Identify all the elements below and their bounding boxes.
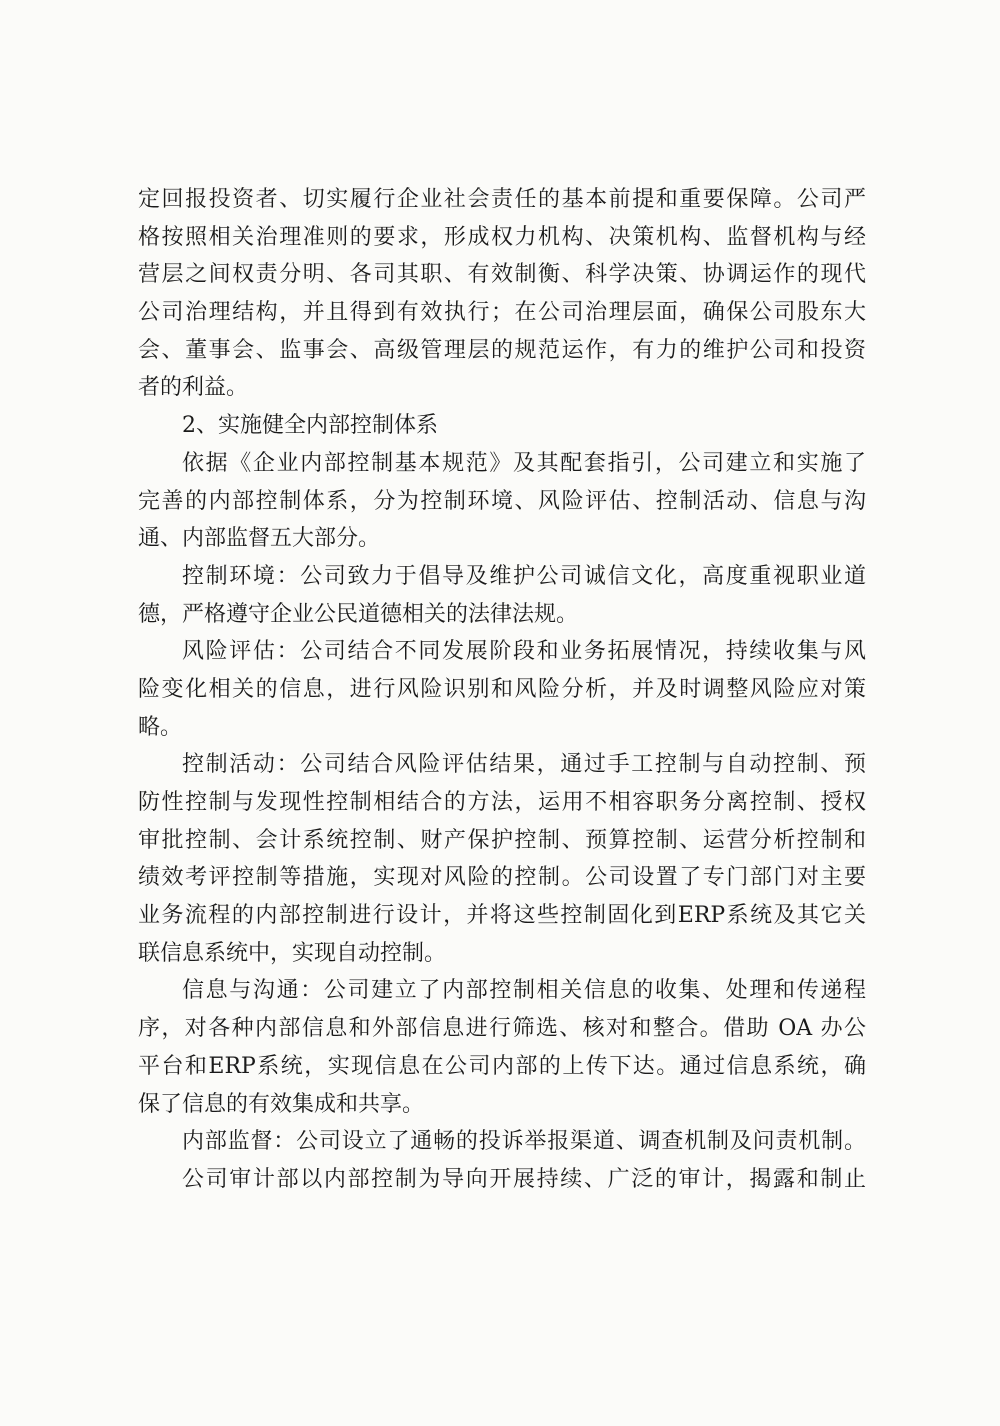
text-line: 者的利益。 (138, 375, 249, 401)
text-line: 绩效考评控制等措施，实现对风险的控制。公司设置了专门部门对主要 (138, 865, 866, 891)
text-line: 格按照相关治理准则的要求，形成权力机构、决策机构、监督机构与经 (138, 224, 866, 250)
text-line: 内部监督：公司设立了通畅的投诉举报渠道、调查机制及问责机制。 (182, 1129, 866, 1155)
text-line: 略。 (138, 714, 183, 740)
text-line: 平台和ERP系统，实现信息在公司内部的上传下达。通过信息系统，确 (138, 1053, 866, 1079)
text-line: 德，严格遵守企业公民道德相关的法律法规。 (138, 601, 579, 627)
text-line: 会、董事会、监事会、高级管理层的规范运作，有力的维护公司和投资 (138, 337, 866, 363)
body-text (138, 181, 866, 1199)
text-line: 控制活动：公司结合风险评估结果，通过手工控制与自动控制、预 (182, 752, 866, 778)
text-line: 信息与沟通：公司建立了内部控制相关信息的收集、处理和传递程 (182, 978, 866, 1004)
text-line: 控制环境：公司致力于倡导及维护公司诚信文化，高度重视职业道 (182, 563, 866, 589)
text-line: 险变化相关的信息，进行风险识别和风险分析，并及时调整风险应对策 (138, 676, 866, 702)
text-line: 公司治理结构，并且得到有效执行；在公司治理层面，确保公司股东大 (138, 300, 866, 326)
text-line: 通、内部监督五大部分。 (138, 526, 381, 552)
text-line: 防性控制与发现性控制相结合的方法，运用不相容职务分离控制、授权 (138, 790, 866, 815)
text-line: 营层之间权责分明、各司其职、有效制衡、科学决策、协调运作的现代 (138, 262, 866, 288)
text-line: 公司审计部以内部控制为导向开展持续、广泛的审计，揭露和制止 (182, 1166, 866, 1192)
text-line: 联信息系统中，实现自动控制。 (138, 940, 447, 966)
text-line: 序，对各种内部信息和外部信息进行筛选、核对和整合。借助 OA 办公 (138, 1016, 866, 1042)
section-heading: 2、实施健全内部控制体系 (182, 413, 438, 439)
text-line: 风险评估：公司结合不同发展阶段和业务拓展情况，持续收集与风 (182, 639, 866, 665)
text-line: 定回报投资者、切实履行企业社会责任的基本前提和重要保障。公司严 (138, 187, 866, 212)
text-line: 依据《企业内部控制基本规范》及其配套指引，公司建立和实施了 (182, 450, 866, 476)
text-line: 审批控制、会计系统控制、财产保护控制、预算控制、运营分析控制和 (138, 827, 866, 853)
text-line: 业务流程的内部控制进行设计，并将这些控制固化到ERP系统及其它关 (138, 903, 866, 929)
text-line: 保了信息的有效集成和共享。 (138, 1091, 425, 1117)
text-line: 完善的内部控制体系，分为控制环境、风险评估、控制活动、信息与沟 (138, 488, 866, 514)
